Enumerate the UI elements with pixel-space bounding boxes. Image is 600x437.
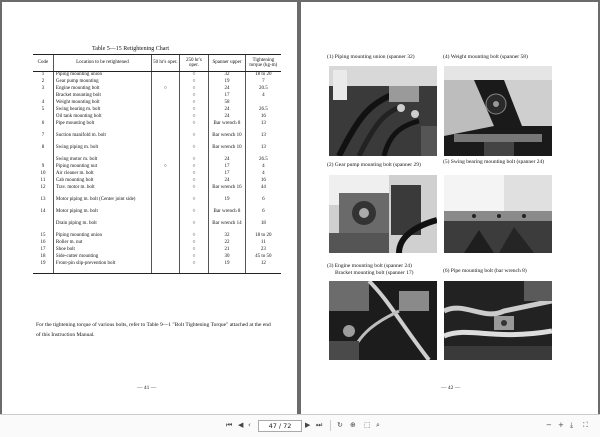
cell-50hr: [151, 157, 179, 164]
table-row: [33, 197, 281, 209]
search-icon[interactable]: ⌕: [376, 421, 380, 429]
cell-location: Swing piping m. bolt: [53, 145, 151, 157]
cell-spanner: Bar wrench 16: [209, 185, 245, 197]
cell-spanner: 24: [209, 157, 245, 164]
cell-250hr: ○: [179, 133, 209, 145]
cell-torque: 6: [245, 197, 281, 209]
photo-engine-bolt: [329, 281, 437, 360]
col-spanner: Spanner upper: [209, 55, 245, 72]
cell-code: 16: [40, 240, 46, 245]
caption-2: (2) Gear pump mounting bolt (spanner 29): [327, 162, 421, 168]
page-number-input[interactable]: 47 / 72: [258, 420, 302, 432]
cell-location: Side-cutter mounting: [53, 254, 151, 261]
next-page-icon[interactable]: ▶: [305, 421, 311, 429]
cell-code: [33, 221, 53, 233]
cell-location: Motor piping m. bolt (Center joint side): [53, 197, 151, 209]
cell-spanner: Bar wrench 10: [209, 133, 245, 145]
cell-location: Cab mounting bolt: [53, 178, 151, 185]
photo-piping-union: [329, 66, 437, 156]
cell-spanner: 24: [209, 86, 245, 93]
prev-page-icon[interactable]: ◀: [238, 421, 244, 429]
photo-pipe-bolt: [444, 281, 552, 360]
cell-250hr: ○: [179, 185, 209, 197]
cell-spanner: 17: [209, 93, 245, 100]
table-row: [33, 100, 281, 107]
cell-location: Motor piping m. bolt: [53, 209, 151, 221]
cell-location: Air cleaner m. bolt: [53, 171, 151, 178]
cell-torque: 4: [245, 93, 281, 100]
cell-torque: 7: [245, 79, 281, 86]
cell-50hr: [151, 114, 179, 121]
cell-code: 3: [41, 86, 45, 91]
caption-4: (4) Weight mounting bolt (spanner 58): [443, 54, 528, 60]
cell-code: 4: [41, 100, 45, 105]
cell-spanner: 30: [209, 254, 245, 261]
cell-code: 10: [40, 171, 46, 176]
caption-5: (5) Swing bearing mounting bolt (spanner 24): [443, 159, 545, 165]
cell-50hr: [151, 247, 179, 254]
cell-code: 15: [40, 233, 46, 238]
cell-location: Swing bearing m. bolt: [53, 107, 151, 114]
zoom-in-icon[interactable]: +: [558, 421, 564, 429]
cell-spanner: 24: [209, 114, 245, 121]
cell-location: Piping mounting nut: [53, 164, 151, 171]
cell-spanner: 58: [209, 100, 245, 107]
cell-code: 17: [40, 247, 46, 252]
col-code: Code: [33, 55, 53, 72]
cell-torque: 4: [245, 164, 281, 171]
cell-50hr: [151, 171, 179, 178]
photo-engine-bolt-image: [329, 281, 437, 360]
fit-page-icon[interactable]: ⬚: [364, 421, 371, 429]
cell-spanner: 24: [209, 107, 245, 114]
cell-location: Oil tank mounting bolt: [53, 114, 151, 121]
cell-location: Piping mounting union: [53, 233, 151, 240]
cell-spanner: 19: [209, 197, 245, 209]
cell-250hr: ○: [179, 107, 209, 114]
col-250hr: 250 hr's oper.: [179, 55, 209, 72]
cell-spanner: 17: [209, 164, 245, 171]
table-row: [33, 185, 281, 197]
cell-50hr: [151, 72, 179, 80]
photo-gear-pump: [329, 175, 437, 253]
cell-250hr: ○: [179, 171, 209, 178]
cell-spanner: 24: [209, 178, 245, 185]
cell-location: Weight mounting bolt: [53, 100, 151, 107]
caption-6: (6) Pipe mounting bolt (bar wrench 8): [443, 268, 527, 274]
cell-torque: 18 to 20: [245, 72, 281, 80]
cell-torque: 18 to 20: [245, 233, 281, 240]
cell-50hr: [151, 209, 179, 221]
cell-50hr: [151, 221, 179, 233]
cell-location: Shoe bolt: [53, 247, 151, 254]
cell-spanner: 19: [209, 261, 245, 274]
rotate-icon[interactable]: ↻: [337, 421, 343, 429]
cell-torque: 26.5: [245, 157, 281, 164]
cell-location: Bracket mounting bolt: [53, 93, 151, 100]
cell-250hr: ○: [179, 93, 209, 100]
cell-spanner: Bar wrench 10: [209, 145, 245, 157]
table-row: [33, 178, 281, 185]
cell-code: 1: [41, 72, 45, 77]
cell-250hr: ○: [179, 145, 209, 157]
zoom-out-icon[interactable]: −: [546, 421, 552, 429]
cell-50hr: [151, 178, 179, 185]
cell-250hr: ○: [179, 247, 209, 254]
cell-code: [33, 157, 53, 164]
cell-torque: 18: [245, 221, 281, 233]
fullscreen-icon[interactable]: ⛶: [583, 421, 588, 429]
cell-location: Front-pin slip-prevention bolt: [53, 261, 151, 274]
photo-swing-bearing: [444, 175, 552, 253]
cell-spanner: Bar wrench 14: [209, 221, 245, 233]
cell-code: 12: [40, 185, 46, 190]
torque-note: For the tightening torque of various bolts, refer to Table 9—1 "Bolt Tightening Torque" attached at the end of this Instruction Manual.: [36, 322, 271, 338]
cell-torque: 12: [245, 261, 281, 274]
cell-250hr: ○: [179, 254, 209, 261]
caption-3b: Bracket mounting bolt (spanner 17): [335, 270, 414, 276]
cell-code: 13: [40, 197, 46, 202]
table-row: [33, 233, 281, 240]
photo-gear-pump-image: [329, 175, 437, 253]
zoom-icon[interactable]: ⊕: [350, 421, 356, 429]
right-page: [301, 2, 598, 414]
cell-code: [33, 114, 53, 121]
cell-torque: 6: [245, 209, 281, 221]
cell-location: Roller m. nut: [53, 240, 151, 247]
table-row: [33, 254, 281, 261]
cell-50hr: [151, 100, 179, 107]
cell-50hr: [151, 121, 179, 133]
cell-250hr: ○: [179, 209, 209, 221]
table-body: [33, 72, 281, 274]
cell-location: Engine mounting bolt: [53, 86, 151, 93]
cell-50hr: [151, 261, 179, 274]
last-page-icon[interactable]: ⏭: [316, 421, 323, 429]
cell-spanner: Bar wrench 8: [209, 121, 245, 133]
cell-spanner: 32: [209, 72, 245, 80]
cell-250hr: ○: [179, 79, 209, 86]
table-row: [33, 79, 281, 86]
table-row: [33, 133, 281, 145]
col-location: Location to be retightened: [53, 55, 151, 72]
cell-location: Piping mounting union: [53, 72, 151, 80]
cell-250hr: ○: [179, 157, 209, 164]
cell-250hr: ○: [179, 100, 209, 107]
table-title: Table 5—15 Retightening Chart: [92, 46, 170, 52]
cell-50hr: [151, 185, 179, 197]
cell-50hr: [151, 79, 179, 86]
retightening-table: [33, 54, 281, 274]
cell-spanner: Bar wrench 8: [209, 209, 245, 221]
cell-50hr: [151, 145, 179, 157]
cell-location: Trav. motor m. bolt: [53, 185, 151, 197]
page-number-right: — 42 —: [441, 385, 461, 391]
cell-code: 11: [40, 178, 46, 183]
cell-location: Pipe mounting bolt: [53, 121, 151, 133]
cell-250hr: ○: [179, 178, 209, 185]
cell-50hr: ○: [151, 86, 179, 93]
cell-spanner: 22: [209, 240, 245, 247]
table-row: [33, 86, 281, 93]
viewer-toolbar: [0, 414, 600, 437]
cell-250hr: ○: [179, 240, 209, 247]
cell-250hr: ○: [179, 197, 209, 209]
cell-50hr: ○: [151, 164, 179, 171]
cell-spanner: 32: [209, 233, 245, 240]
photo-weight-bolt: [444, 66, 552, 156]
table-row: [33, 72, 281, 80]
table-row: [33, 209, 281, 221]
cell-torque: 4: [245, 171, 281, 178]
cell-code: 2: [41, 79, 45, 84]
cell-spanner: 21: [209, 247, 245, 254]
photo-pipe-bolt-image: [444, 281, 552, 360]
cell-code: 9: [41, 164, 45, 169]
cell-spanner: 19: [209, 79, 245, 86]
toolbar-separator: [330, 420, 331, 431]
prev-page-arrow-icon[interactable]: ‹: [248, 421, 251, 429]
cell-250hr: ○: [179, 261, 209, 274]
caption-3a: (3) Engine mounting bolt (spanner 24): [327, 263, 412, 269]
cell-torque: [245, 100, 281, 107]
cell-torque: 13: [245, 121, 281, 133]
cell-location: Suction manifold m. bolt: [53, 133, 151, 145]
first-page-icon[interactable]: ⏮: [226, 421, 233, 429]
cell-torque: 16: [245, 178, 281, 185]
cell-250hr: ○: [179, 114, 209, 121]
cell-250hr: ○: [179, 164, 209, 171]
cell-250hr: ○: [179, 72, 209, 80]
table-row: [33, 247, 281, 254]
table-row: [33, 221, 281, 233]
cell-50hr: [151, 240, 179, 247]
table-row: [33, 107, 281, 114]
cell-50hr: [151, 233, 179, 240]
table-row: [33, 145, 281, 157]
cell-50hr: [151, 133, 179, 145]
col-50hr: 50 hr's oper.: [151, 55, 179, 72]
cell-torque: 26.5: [245, 107, 281, 114]
cell-location: Drain piping m. bolt: [53, 221, 151, 233]
table-row: [33, 114, 281, 121]
cell-250hr: ○: [179, 86, 209, 93]
cell-250hr: ○: [179, 221, 209, 233]
cell-location: Gear pump mounting: [53, 79, 151, 86]
caption-1: (1) Piping mounting union (spanner 32): [327, 54, 415, 60]
table-row: [33, 93, 281, 100]
table-row: [33, 121, 281, 133]
left-page: [2, 2, 297, 414]
cell-torque: 16: [245, 114, 281, 121]
cell-torque: 44: [245, 185, 281, 197]
col-torque: Tightening torque (kg-m): [245, 55, 281, 72]
cell-code: 8: [41, 145, 45, 150]
cell-torque: 23: [245, 247, 281, 254]
table-row: [33, 171, 281, 178]
cell-location: Swing motor m. bolt: [53, 157, 151, 164]
photo-piping-union-image: [329, 66, 437, 156]
photo-weight-bolt-image: [444, 66, 552, 156]
table-row: [33, 164, 281, 171]
cell-code: 6: [41, 121, 45, 126]
cell-code: 7: [41, 133, 45, 138]
cell-spanner: 17: [209, 171, 245, 178]
cell-50hr: [151, 254, 179, 261]
cell-code: [33, 93, 53, 100]
cell-torque: 45 to 50: [245, 254, 281, 261]
table-row: [33, 240, 281, 247]
cell-50hr: [151, 197, 179, 209]
cell-torque: 13: [245, 145, 281, 157]
cell-code: 19: [33, 261, 53, 274]
cell-250hr: ○: [179, 121, 209, 133]
cell-torque: 11: [245, 240, 281, 247]
table-row: [33, 261, 281, 274]
cell-code: 5: [41, 107, 45, 112]
cell-code: 18: [40, 254, 46, 259]
cell-50hr: [151, 107, 179, 114]
page-number-left: — 41 —: [137, 385, 157, 391]
cell-torque: 20.5: [245, 86, 281, 93]
cell-50hr: [151, 93, 179, 100]
cell-code: 14: [40, 209, 46, 214]
download-icon[interactable]: ⤓: [570, 421, 574, 429]
table-row: [33, 157, 281, 164]
cell-250hr: ○: [179, 233, 209, 240]
cell-torque: 13: [245, 133, 281, 145]
photo-swing-bearing-image: [444, 175, 552, 253]
